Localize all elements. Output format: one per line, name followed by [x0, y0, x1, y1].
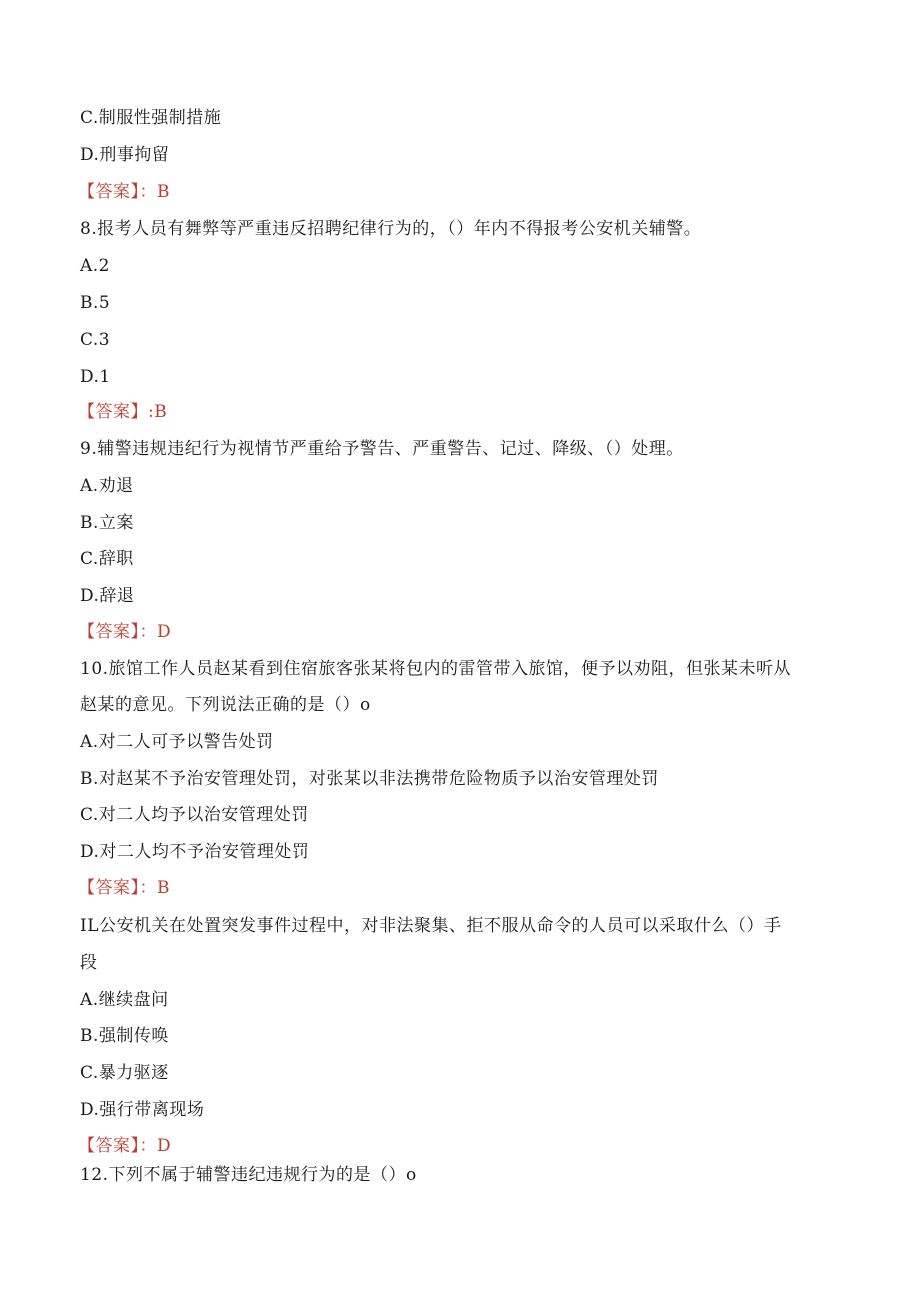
- option-9d: D.辞退: [80, 586, 135, 606]
- option-9c: C.辞职: [80, 549, 134, 569]
- option-8b: B.5: [80, 293, 111, 313]
- option-10a: A.对二人可予以警告处罚: [80, 732, 274, 752]
- option-10d: D.对二人均不予治安管理处罚: [80, 842, 310, 862]
- question-9: 9.辅警违规违纪行为视情节严重给予警告、严重警告、记过、降级、（）处理。: [80, 439, 684, 459]
- option-11d: D.强行带离现场: [80, 1100, 205, 1120]
- answer-10: 【答案】：B: [78, 878, 170, 898]
- question-8: 8.报考人员有舞弊等严重违反招聘纪律行为的，（）年内不得报考公安机关辅警。: [80, 219, 702, 239]
- option-8c: C.3: [80, 330, 111, 350]
- question-10-line1: 10.旅馆工作人员赵某看到住宿旅客张某将包内的雷管带入旅馆，便予以劝阻，但张某未听从: [80, 659, 792, 679]
- answer-11: 【答案】：D: [78, 1136, 172, 1156]
- question-11-line2: 段: [80, 953, 98, 973]
- answer-7: 【答案】：B: [78, 182, 170, 202]
- option-10c: C.对二人均予以治安管理处罚: [80, 805, 309, 825]
- answer-8: 【答案】:B: [78, 402, 168, 422]
- answer-9: 【答案】：D: [78, 622, 172, 642]
- question-11-line1: IL公安机关在处置突发事件过程中，对非法聚集、拒不服从命令的人员可以采取什么（）手: [80, 916, 782, 936]
- option-10b: B.对赵某不予治安管理处罚，对张某以非法携带危险物质予以治安管理处罚: [80, 769, 659, 789]
- option-7d: D.刑事拘留: [80, 145, 170, 165]
- option-7c: C.制服性强制措施: [80, 108, 222, 128]
- question-12: 12.下列不属于辅警违纪违规行为的是（）o: [80, 1165, 417, 1185]
- option-9a: A.劝退: [80, 476, 134, 496]
- question-10-line2: 赵某的意见。下列说法正确的是（）o: [80, 695, 371, 715]
- option-11b: B.强制传唤: [80, 1026, 169, 1046]
- option-9b: B.立案: [80, 513, 134, 533]
- option-11a: A.继续盘问: [80, 990, 169, 1010]
- option-8d: D.1: [80, 367, 111, 387]
- option-8a: A.2: [80, 256, 110, 276]
- option-11c: C.暴力驱逐: [80, 1063, 169, 1083]
